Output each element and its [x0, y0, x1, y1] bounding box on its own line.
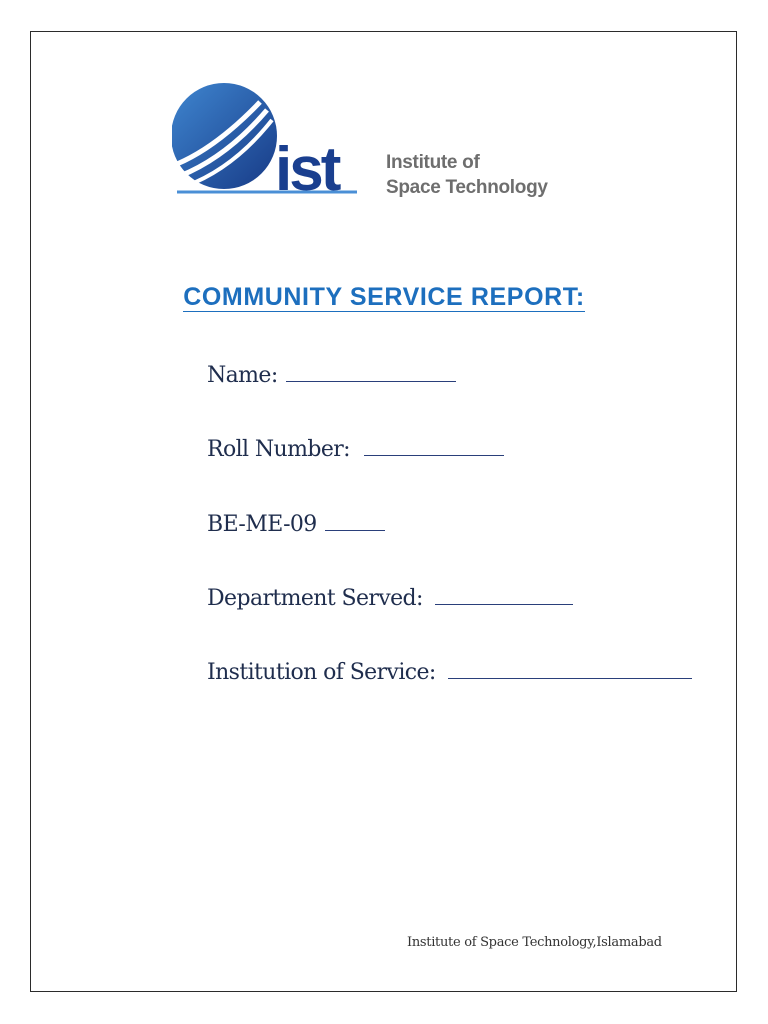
institution-blank-line[interactable] — [448, 676, 692, 679]
footer-text: Institute of Space Technology,Islamabad — [407, 935, 662, 950]
name-label: Name: — [207, 363, 278, 388]
batch-blank-line[interactable] — [325, 528, 385, 531]
report-title-text: COMMUNITY SERVICE REPORT: — [183, 283, 585, 311]
batch-label: BE-ME-09 — [207, 512, 317, 537]
report-title — [0, 283, 768, 312]
batch-field — [207, 512, 385, 537]
org-name — [386, 150, 548, 200]
name-field — [207, 363, 456, 388]
org-name-line1: Institute of — [386, 152, 480, 173]
department-field — [207, 586, 573, 611]
name-blank-line[interactable] — [286, 379, 456, 382]
logo-letters: ist — [275, 135, 339, 202]
roll-number-field — [207, 437, 504, 462]
institution-field — [207, 660, 692, 685]
roll-number-label: Roll Number: — [207, 437, 350, 462]
department-blank-line[interactable] — [435, 602, 573, 605]
org-name-line2: Space Technology — [386, 177, 548, 198]
roll-number-blank-line[interactable] — [364, 453, 504, 456]
ist-logo — [172, 72, 362, 202]
institution-label: Institution of Service: — [207, 660, 436, 685]
department-label: Department Served: — [207, 586, 423, 611]
